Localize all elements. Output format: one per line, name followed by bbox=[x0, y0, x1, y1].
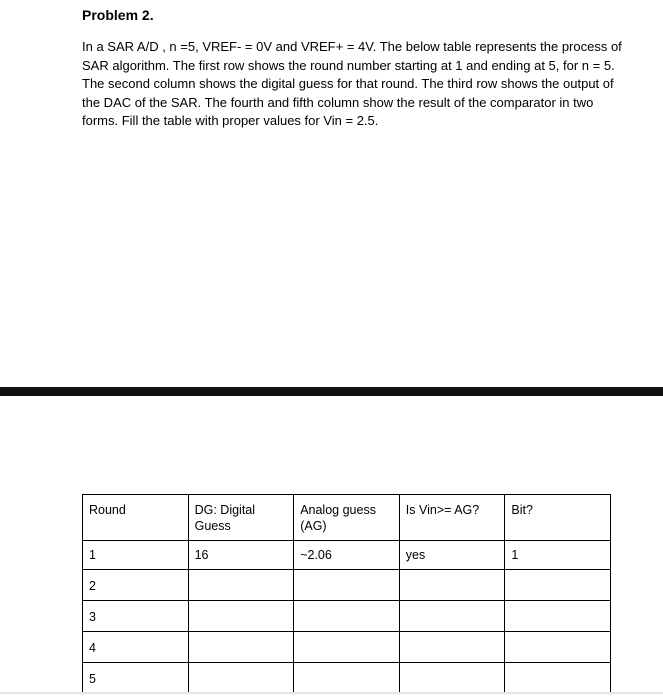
cell-round: 3 bbox=[83, 601, 189, 632]
header-digital-guess: DG: Digital Guess bbox=[188, 495, 294, 541]
cell-comparator[interactable] bbox=[399, 632, 505, 663]
cell-comparator[interactable] bbox=[399, 570, 505, 601]
cell-analog-guess[interactable] bbox=[294, 601, 400, 632]
table-row bbox=[83, 541, 611, 570]
cell-comparator[interactable] bbox=[399, 601, 505, 632]
cell-round: 2 bbox=[83, 570, 189, 601]
cell-analog-guess[interactable] bbox=[294, 632, 400, 663]
header-analog-guess: Analog guess (AG) bbox=[294, 495, 400, 541]
table-header-row bbox=[83, 495, 611, 541]
cell-bit[interactable] bbox=[505, 663, 611, 694]
cell-bit[interactable] bbox=[505, 601, 611, 632]
problem-statement: In a SAR A/D , n =5, VREF- = 0V and VREF+ = 4V. The below table represents the process of SAR algorithm. The first row shows the round number starting at 1 and ending at 5, for n = 5. The second column shows the digital guess for that round. The third row shows the output of the DAC of the SAR. The fourth and fifth column show the result of the comparator in two forms. Fill the table with proper values for Vin = 2.5. bbox=[82, 39, 622, 128]
header-round: Round bbox=[83, 495, 189, 541]
cell-analog-guess[interactable] bbox=[294, 570, 400, 601]
cell-digital-guess[interactable] bbox=[188, 632, 294, 663]
cell-digital-guess[interactable] bbox=[188, 601, 294, 632]
cell-digital-guess: 16 bbox=[188, 541, 294, 570]
cell-round: 4 bbox=[83, 632, 189, 663]
problem-title: Problem 2. bbox=[82, 7, 154, 23]
table-row bbox=[83, 663, 611, 694]
cell-bit[interactable] bbox=[505, 632, 611, 663]
cell-comparator: yes bbox=[399, 541, 505, 570]
cell-digital-guess[interactable] bbox=[188, 663, 294, 694]
header-bit: Bit? bbox=[505, 495, 611, 541]
sar-table bbox=[82, 494, 611, 694]
section-divider bbox=[0, 387, 663, 396]
table-row bbox=[83, 570, 611, 601]
cell-comparator[interactable] bbox=[399, 663, 505, 694]
cell-digital-guess[interactable] bbox=[188, 570, 294, 601]
cell-round: 5 bbox=[83, 663, 189, 694]
cell-round: 1 bbox=[83, 541, 189, 570]
cell-analog-guess[interactable] bbox=[294, 663, 400, 694]
header-comparator: Is Vin>= AG? bbox=[399, 495, 505, 541]
table-row bbox=[83, 601, 611, 632]
table-row bbox=[83, 632, 611, 663]
cell-bit[interactable] bbox=[505, 570, 611, 601]
cell-bit: 1 bbox=[505, 541, 611, 570]
page-bottom-rule bbox=[0, 692, 663, 694]
cell-analog-guess: ~2.06 bbox=[294, 541, 400, 570]
